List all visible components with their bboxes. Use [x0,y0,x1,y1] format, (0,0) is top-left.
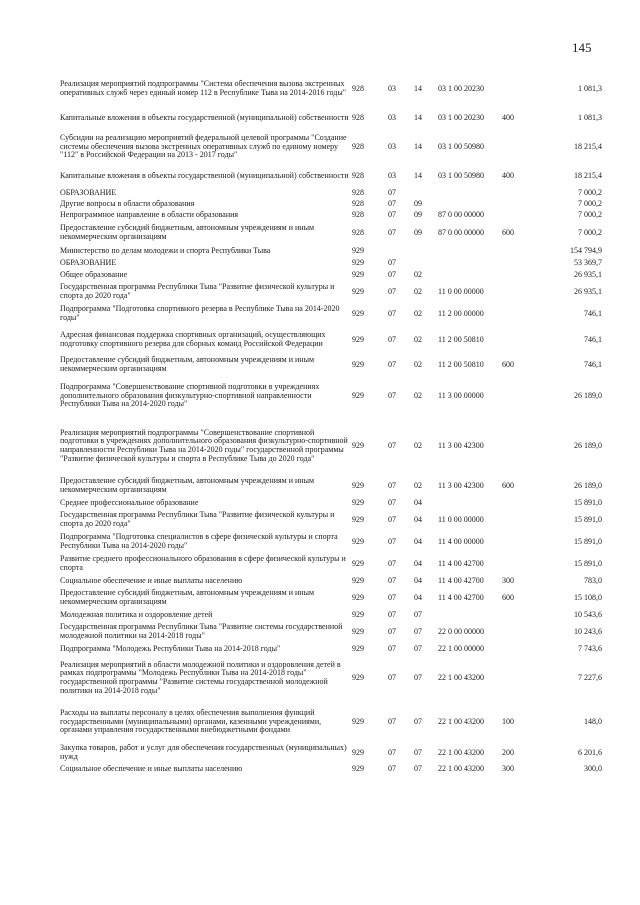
cell-rz: 07 [388,257,396,267]
cell-name: Адресная финансовая поддержка спортивных организаций, осуществляющих подготовку спортивного резерва для сборных команд Российской Федерации [60,330,326,348]
cell-sum: 15 108,0 [574,592,602,602]
cell-sum: 15 891,0 [574,497,602,507]
cell-adm: 928 [352,210,364,220]
cell-vr [502,609,532,621]
cell-vr [502,210,532,221]
cell-csr: 87 0 00 00000 [438,210,484,220]
cell-name: Молодежная политика и оздоровление детей [60,609,213,619]
cell-vr: 400 [502,112,514,122]
cell-adm: 929 [352,514,364,524]
cell-rz: 07 [388,480,396,490]
cell-adm: 928 [352,83,364,93]
cell-name: Государственная программа Республики Тыва "Развитие физической культуры и спорта до 2020 года" [60,510,335,528]
cell-pr: 02 [414,269,422,279]
cell-rz: 07 [388,716,396,726]
cell-adm: 928 [352,227,364,237]
cell-rz: 07 [388,440,396,450]
cell-adm: 929 [352,716,364,726]
cell-rz: 07 [388,609,396,619]
cell-rz: 07 [388,626,396,636]
cell-adm: 929 [352,359,364,369]
cell-vr [502,417,532,475]
table-row [60,417,602,475]
cell-rz: 07 [388,575,396,585]
cell-rz: 07 [388,227,396,237]
cell-pr [414,257,438,269]
cell-name: Непрограммное направление в области образования [60,210,239,220]
cell-adm: 929 [352,440,364,450]
cell-adm: 929 [352,245,364,255]
cell-adm: 929 [352,626,364,636]
cell-vr [502,643,532,655]
cell-pr: 02 [414,286,422,296]
cell-vr [502,325,532,355]
cell-sum: 18 215,4 [574,170,602,180]
cell-adm: 928 [352,188,364,198]
cell-rz: 07 [388,747,396,757]
table-row [60,303,602,325]
cell-vr: 400 [502,170,514,180]
cell-vr: 600 [502,592,514,602]
cell-sum: 6 201,6 [578,747,602,757]
cell-rz: 07 [388,308,396,318]
cell-name: Реализация мероприятий подпрограммы "Совершенствование спортивной подготовки в учреждениях дополнительного образования физкультурно-спортивной направленности Республики Тыва на 2014-2020 годы" государственной программы "Развитие физической культуры и спорта в Республике Тыва до 2020 года" [60,427,348,463]
cell-pr: 14 [414,141,422,151]
budget-table-body [60,72,602,775]
cell-csr: 11 0 00 00000 [438,286,484,296]
cell-adm: 929 [352,747,364,757]
cell-rz: 03 [388,112,396,122]
cell-csr: 22 1 00 43200 [438,763,484,773]
cell-sum: 1 081,3 [578,112,602,122]
table-row [60,281,602,303]
cell-name: Подпрограмма "Совершенствование спортивной подготовки в учреждениях дополнительного образования физкультурно-спортивной направленности Республики Тыва на 2014-2020 годы" [60,382,320,409]
cell-name: Реализация мероприятий подпрограммы "Система обеспечения вызова экстренных оперативных служб через единый номер 112 в Республике Тыва на 2014-2016 годы" [60,79,347,97]
table-row [60,497,602,509]
cell-csr: 11 4 00 42700 [438,592,484,602]
cell-adm: 929 [352,558,364,568]
cell-adm: 929 [352,334,364,344]
cell-vr: 100 [502,716,514,726]
cell-rz: 07 [388,188,396,198]
table-row [60,475,602,497]
table-row [60,199,602,210]
cell-vr [502,188,532,199]
cell-adm: 929 [352,480,364,490]
cell-adm: 928 [352,170,364,180]
table-row [60,609,602,621]
cell-sum: 18 215,4 [574,141,602,151]
cell-adm: 929 [352,643,364,653]
table-row [60,743,602,763]
cell-rz: 07 [388,514,396,524]
table-row [60,763,602,775]
table-row [60,188,602,199]
page-number: 145 [572,40,592,55]
cell-name: Социальное обеспечение и иные выплаты населению [60,575,243,585]
cell-csr: 11 2 00 00000 [438,308,484,318]
cell-sum: 53 369,7 [574,257,602,267]
cell-rz: 03 [388,83,396,93]
table-row [60,701,602,743]
cell-vr [502,257,532,269]
table-row [60,106,602,130]
cell-sum: 26 189,0 [574,390,602,400]
table-row [60,575,602,587]
cell-sum: 7 000,2 [578,210,602,220]
cell-csr: 22 1 00 43200 [438,672,484,682]
cell-rz: 07 [388,643,396,653]
cell-adm: 929 [352,575,364,585]
cell-pr: 14 [414,170,422,180]
cell-vr: 200 [502,747,514,757]
cell-pr: 07 [414,626,422,636]
cell-pr: 04 [414,497,422,507]
table-row [60,257,602,269]
table-row [60,245,602,257]
cell-sum: 15 891,0 [574,514,602,524]
cell-pr: 04 [414,514,422,524]
cell-vr [502,72,532,106]
cell-name: Государственная программа Республики Тыва "Развитие физической культуры и спорта до 2020 года" [60,282,335,300]
cell-sum: 746,1 [584,308,602,318]
cell-vr [502,303,532,325]
cell-name: Предоставление субсидий бюджетным, автономным учреждениям и иным некоммерческим организациям [60,476,315,494]
table-row [60,655,602,701]
cell-name: Подпрограмма "Молодежь Республики Тыва на 2014-2018 годы" [60,643,281,653]
cell-sum: 7 227,6 [578,672,602,682]
cell-name: Предоставление субсидий бюджетным, автономным учреждениям и иным некоммерческим организациям [60,223,315,241]
cell-rz: 07 [388,210,396,220]
cell-pr: 14 [414,83,422,93]
cell-csr [438,257,502,269]
cell-name: Субсидии на реализацию мероприятий федеральной целевой программы "Создание системы обеспечения вызова экстренных оперативных служб по единому номеру "112" в Российской Федерации на 2013 - 2017 годы" [60,133,347,160]
cell-name: Общее образование [60,269,128,279]
cell-name: ОБРАЗОВАНИЕ [60,188,117,198]
cell-pr: 02 [414,480,422,490]
cell-pr: 07 [414,672,422,682]
cell-sum: 10 543,6 [574,609,602,619]
table-row [60,355,602,375]
cell-csr: 11 3 00 42300 [438,480,484,490]
cell-vr: 600 [502,480,514,490]
cell-sum: 15 891,0 [574,558,602,568]
cell-sum: 1 081,3 [578,83,602,93]
cell-rz: 07 [388,286,396,296]
cell-name: Подпрограмма "Подготовка спортивного резерва в Республике Тыва на 2014-2020 годы" [60,304,340,322]
cell-rz: 07 [388,592,396,602]
cell-csr: 22 0 00 00000 [438,626,484,636]
cell-sum: 154 794,9 [570,245,602,255]
table-row [60,130,602,164]
cell-csr: 03 1 00 20230 [438,112,484,122]
cell-rz: 07 [388,390,396,400]
cell-adm: 928 [352,141,364,151]
cell-name: Среднее профессиональное образование [60,497,199,507]
cell-pr: 04 [414,575,422,585]
cell-vr [502,621,532,643]
cell-adm: 929 [352,257,364,267]
cell-pr: 02 [414,390,422,400]
cell-name: Капитальные вложения в объекты государственной (муниципальной) собственности [60,112,349,122]
cell-csr: 87 0 00 00000 [438,227,484,237]
cell-vr [502,509,532,531]
table-row [60,221,602,245]
table-row [60,375,602,417]
cell-name: Закупка товаров, работ и услуг для обеспечения государственных (муниципальных) нужд [60,743,347,761]
cell-adm: 929 [352,763,364,773]
cell-sum: 10 243,6 [574,626,602,636]
cell-vr: 300 [502,575,514,585]
cell-adm: 929 [352,286,364,296]
cell-vr: 600 [502,359,514,369]
cell-vr [502,245,532,257]
cell-csr: 11 3 00 42300 [438,440,484,450]
table-row [60,210,602,221]
cell-rz: 03 [388,170,396,180]
cell-sum: 7 000,2 [578,199,602,209]
cell-name: Подпрограмма "Подготовка специалистов в сфере физической культуры и спорта Республики Тыва на 2014-2020 годы" [60,532,338,550]
cell-csr [438,245,502,257]
cell-name: Социальное обеспечение и иные выплаты населению [60,763,243,773]
cell-rz [388,245,414,257]
cell-csr [438,199,502,210]
table-row [60,553,602,575]
cell-csr: 11 2 00 50810 [438,334,484,344]
table-row [60,72,602,106]
cell-name: Министерство по делам молодежи и спорта Республики Тыва [60,245,271,255]
table-row [60,325,602,355]
cell-sum: 7 000,2 [578,227,602,237]
cell-csr: 03 1 00 20230 [438,83,484,93]
cell-vr [502,531,532,553]
cell-rz: 07 [388,558,396,568]
table-row [60,621,602,643]
cell-pr: 07 [414,716,422,726]
cell-sum: 26 935,1 [574,286,602,296]
cell-pr: 07 [414,763,422,773]
cell-vr: 600 [502,227,514,237]
cell-rz: 07 [388,763,396,773]
cell-csr [438,269,502,281]
cell-adm: 929 [352,308,364,318]
cell-csr: 11 3 00 00000 [438,390,484,400]
cell-pr: 02 [414,334,422,344]
cell-sum: 783,0 [584,575,602,585]
table-row [60,269,602,281]
cell-csr [438,497,502,509]
cell-sum: 26 935,1 [574,269,602,279]
cell-pr: 14 [414,112,422,122]
cell-rz: 03 [388,141,396,151]
cell-vr [502,269,532,281]
cell-pr [414,245,438,257]
cell-vr [502,553,532,575]
cell-sum: 148,0 [584,716,602,726]
cell-vr [502,130,532,164]
cell-adm: 928 [352,112,364,122]
cell-sum: 26 189,0 [574,480,602,490]
cell-adm: 928 [352,199,364,209]
cell-sum: 7 000,2 [578,188,602,198]
cell-rz: 07 [388,497,396,507]
cell-vr [502,199,532,210]
table-row [60,587,602,609]
cell-rz: 07 [388,536,396,546]
cell-pr: 09 [414,210,422,220]
cell-name: Расходы на выплаты персоналу в целях обеспечения выполнения функций государственными (муниципальными) органами, казенными учреждениями, органами управления государственными внебюджетными фондами [60,708,322,735]
cell-rz: 07 [388,334,396,344]
cell-pr: 04 [414,536,422,546]
cell-vr [502,497,532,509]
cell-csr: 03 1 00 50980 [438,170,484,180]
table-row [60,164,602,188]
cell-pr: 02 [414,440,422,450]
cell-adm: 929 [352,269,364,279]
cell-adm: 929 [352,672,364,682]
cell-pr: 07 [414,643,422,653]
cell-csr: 11 4 00 42700 [438,558,484,568]
cell-sum: 300,0 [584,763,602,773]
cell-csr: 22 1 00 00000 [438,643,484,653]
table-row [60,509,602,531]
cell-pr: 04 [414,558,422,568]
cell-csr: 22 1 00 43200 [438,747,484,757]
cell-sum: 26 189,0 [574,440,602,450]
cell-csr: 11 2 00 50810 [438,359,484,369]
cell-csr: 11 0 00 00000 [438,514,484,524]
cell-csr [438,609,502,621]
cell-csr: 11 4 00 42700 [438,575,484,585]
cell-name: Государственная программа Республики Тыва "Развитие системы государственной молодежной политики на 2014-2018 годы" [60,622,343,640]
cell-sum: 7 743,6 [578,643,602,653]
cell-adm: 929 [352,536,364,546]
cell-sum: 746,1 [584,334,602,344]
cell-sum: 15 891,0 [574,536,602,546]
cell-vr: 300 [502,763,514,773]
cell-name: Капитальные вложения в объекты государственной (муниципальной) собственности [60,170,349,180]
cell-rz: 07 [388,672,396,682]
cell-pr: 04 [414,592,422,602]
cell-adm: 929 [352,592,364,602]
cell-pr: 07 [414,747,422,757]
table-row [60,531,602,553]
cell-rz: 07 [388,199,396,209]
table-row [60,643,602,655]
cell-pr: 07 [414,609,422,619]
cell-name: Предоставление субсидий бюджетным, автономным учреждениям и иным некоммерческим организациям [60,355,315,373]
cell-name: Развитие среднего профессионального образования в сфере физической культуры и спорта [60,554,346,572]
cell-rz: 07 [388,269,396,279]
cell-csr: 22 1 00 43200 [438,716,484,726]
cell-vr [502,375,532,417]
cell-pr: 02 [414,308,422,318]
cell-adm: 929 [352,390,364,400]
cell-sum: 746,1 [584,359,602,369]
cell-pr: 09 [414,199,422,209]
cell-vr [502,655,532,701]
cell-pr: 02 [414,359,422,369]
cell-name: Другие вопросы в области образования [60,199,195,209]
cell-adm: 929 [352,497,364,507]
cell-pr [414,188,438,199]
budget-table [60,72,602,775]
cell-name: Предоставление субсидий бюджетным, автономным учреждениям и иным некоммерческим организациям [60,588,315,606]
cell-csr: 11 4 00 00000 [438,536,484,546]
cell-csr: 03 1 00 50980 [438,141,484,151]
cell-pr: 09 [414,227,422,237]
cell-csr [438,188,502,199]
cell-name: ОБРАЗОВАНИЕ [60,257,117,267]
cell-rz: 07 [388,359,396,369]
cell-name: Реализация мероприятий в области молодежной политики и оздоровления детей в рамках подпрограммы "Молодежь Республики Тыва на 2014-2018 годы" государственной программы "Развитие системы государственной молодежной политики на 2014-2018 годы" [60,659,341,695]
cell-adm: 929 [352,609,364,619]
cell-vr [502,281,532,303]
